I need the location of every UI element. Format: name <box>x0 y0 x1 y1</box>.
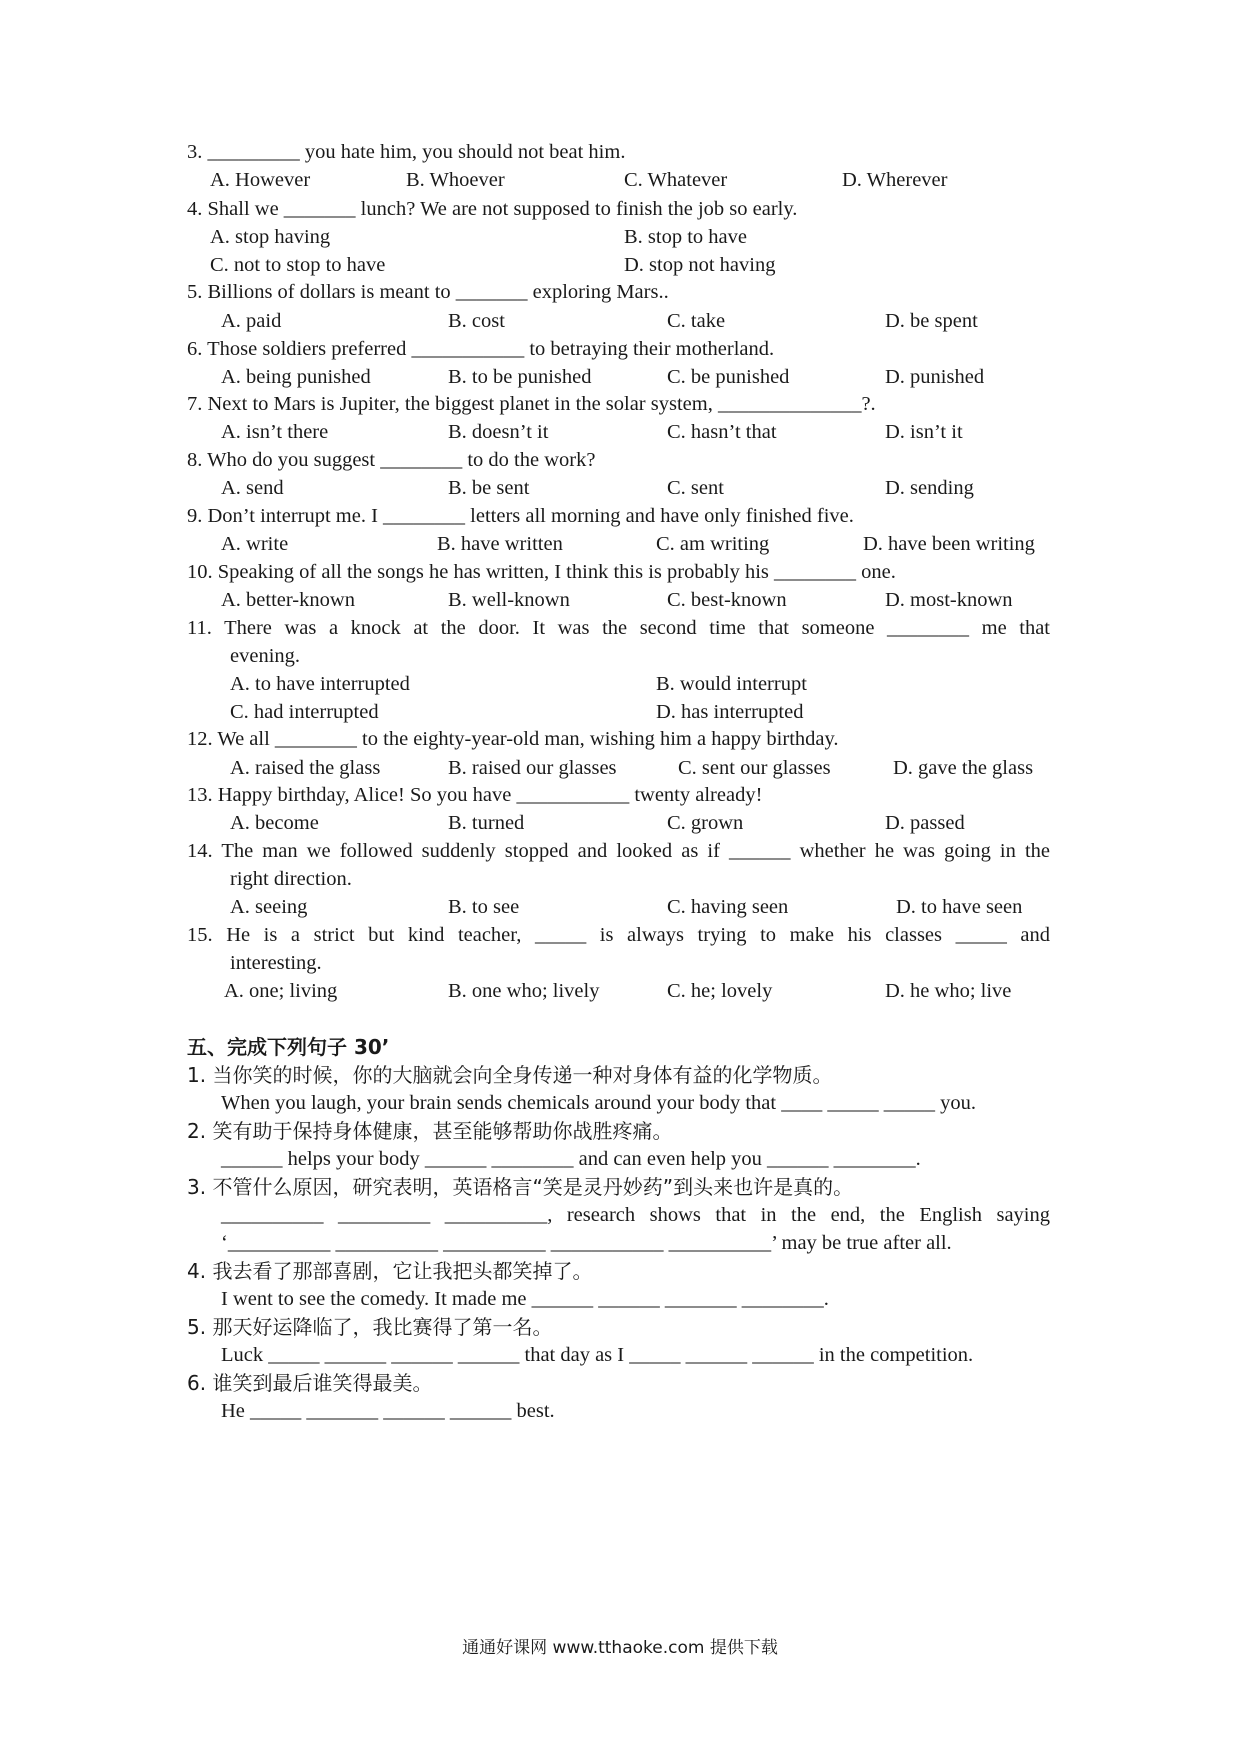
q13-option-d: D. passed <box>885 812 965 834</box>
question-14-stem: 14. The man we followed suddenly stopped and looked as if ______ whether he was going in the <box>187 840 1050 862</box>
q10-option-c: C. best-known <box>667 589 787 611</box>
q7-option-b: B. doesn’t it <box>448 421 549 443</box>
q15-option-b: B. one who; lively <box>448 980 600 1002</box>
section5-item-1-chinese: 1. 当你笑的时候，你的大脑就会向全身传递一种对身体有益的化学物质。 <box>187 1063 833 1087</box>
section5-item-5-english: Luck _____ ______ ______ ______ that day as I _____ ______ ______ in the competition. <box>221 1344 974 1366</box>
section5-item-6-chinese: 6. 谁笑到最后谁笑得最美。 <box>187 1371 433 1395</box>
q15-option-c: C. he; lovely <box>667 980 773 1002</box>
q12-option-d: D. gave the glass <box>893 757 1034 779</box>
question-4-stem: 4. Shall we _______ lunch? We are not supposed to finish the job so early. <box>187 198 798 220</box>
q12-option-b: B. raised our glasses <box>448 757 617 779</box>
q8-option-d: D. sending <box>885 477 974 499</box>
q6-option-b: B. to be punished <box>448 366 592 388</box>
question-10-stem: 10. Speaking of all the songs he has written, I think this is probably his ________ one. <box>187 561 896 583</box>
q4-option-b: B. stop to have <box>624 226 747 248</box>
q9-option-b: B. have written <box>437 533 563 555</box>
q5-option-d: D. be spent <box>885 310 978 332</box>
question-12-stem: 12. We all ________ to the eighty-year-old man, wishing him a happy birthday. <box>187 728 839 750</box>
q3-option-c: C. Whatever <box>624 169 728 191</box>
question-14-stem-continued: right direction. <box>230 868 352 890</box>
q13-option-a: A. become <box>230 812 319 834</box>
q9-option-d: D. have been writing <box>863 533 1035 555</box>
q8-option-c: C. sent <box>667 477 724 499</box>
q7-option-a: A. isn’t there <box>221 421 329 443</box>
q6-option-d: D. punished <box>885 366 985 388</box>
q9-option-c: C. am writing <box>656 533 770 555</box>
q4-option-d: D. stop not having <box>624 254 776 276</box>
question-13-stem: 13. Happy birthday, Alice! So you have ___________ twenty already! <box>187 784 763 806</box>
question-15-stem-continued: interesting. <box>230 952 322 974</box>
q13-option-b: B. turned <box>448 812 525 834</box>
section5-item-4-chinese: 4. 我去看了那部喜剧，它让我把头都笑掉了。 <box>187 1259 593 1283</box>
q11-option-b: B. would interrupt <box>656 673 807 695</box>
q14-option-d: D. to have seen <box>896 896 1023 918</box>
q11-option-c: C. had interrupted <box>230 701 379 723</box>
q13-option-c: C. grown <box>667 812 744 834</box>
q5-option-c: C. take <box>667 310 726 332</box>
q3-option-d: D. Wherever <box>842 169 948 191</box>
q5-option-a: A. paid <box>221 310 282 332</box>
q8-option-b: B. be sent <box>448 477 530 499</box>
q7-option-d: D. isn’t it <box>885 421 963 443</box>
q15-option-d: D. he who; live <box>885 980 1012 1002</box>
q12-option-c: C. sent our glasses <box>678 757 831 779</box>
q15-option-a: A. one; living <box>224 980 338 1002</box>
q14-option-b: B. to see <box>448 896 520 918</box>
page-footer: 通通好课网 www.tthaoke.com 提供下载 <box>462 1638 778 1658</box>
q4-option-a: A. stop having <box>210 226 331 248</box>
q10-option-a: A. better-known <box>221 589 355 611</box>
q11-option-d: D. has interrupted <box>656 701 804 723</box>
section5-item-3-english-continued: ‘__________ __________ __________ ___________ __________’ may be true after all. <box>221 1232 952 1254</box>
q8-option-a: A. send <box>221 477 284 499</box>
question-3-stem: 3. _________ you hate him, you should not beat him. <box>187 141 626 163</box>
section5-item-6-english: He _____ _______ ______ ______ best. <box>221 1400 555 1422</box>
question-15-stem: 15. He is a strict but kind teacher, _____ is always trying to make his classes _____ and <box>187 924 1050 946</box>
section5-item-3-english: __________ _________ __________, research shows that in the end, the English saying <box>221 1204 1050 1226</box>
q6-option-c: C. be punished <box>667 366 790 388</box>
section5-item-5-chinese: 5. 那天好运降临了，我比赛得了第一名。 <box>187 1315 553 1339</box>
question-8-stem: 8. Who do you suggest ________ to do the work? <box>187 449 596 471</box>
question-5-stem: 5. Billions of dollars is meant to _______ exploring Mars.. <box>187 281 669 303</box>
q11-option-a: A. to have interrupted <box>230 673 410 695</box>
q10-option-d: D. most-known <box>885 589 1013 611</box>
question-6-stem: 6. Those soldiers preferred ___________ to betraying their motherland. <box>187 338 775 360</box>
q14-option-c: C. having seen <box>667 896 789 918</box>
section5-item-2-english: ______ helps your body ______ ________ and can even help you ______ ________. <box>221 1148 921 1170</box>
q5-option-b: B. cost <box>448 310 505 332</box>
q6-option-a: A. being punished <box>221 366 371 388</box>
q7-option-c: C. hasn’t that <box>667 421 777 443</box>
q4-option-c: C. not to stop to have <box>210 254 386 276</box>
section5-item-1-english: When you laugh, your brain sends chemicals around your body that ____ _____ _____ you. <box>221 1092 976 1114</box>
q12-option-a: A. raised the glass <box>230 757 381 779</box>
section5-item-4-english: I went to see the comedy. It made me ______ ______ _______ ________. <box>221 1288 829 1310</box>
q3-option-b: B. Whoever <box>406 169 505 191</box>
q14-option-a: A. seeing <box>230 896 308 918</box>
question-7-stem: 7. Next to Mars is Jupiter, the biggest planet in the solar system, ______________?. <box>187 393 876 415</box>
q9-option-a: A. write <box>221 533 289 555</box>
question-11-stem: 11. There was a knock at the door. It was the second time that someone ________ me that <box>187 617 1050 639</box>
q3-option-a: A. However <box>210 169 311 191</box>
section5-item-2-chinese: 2. 笑有助于保持身体健康，甚至能够帮助你战胜疼痛。 <box>187 1119 673 1143</box>
question-9-stem: 9. Don’t interrupt me. I ________ letters all morning and have only finished five. <box>187 505 854 527</box>
section-5-heading: 五、完成下列句子 30’ <box>187 1035 390 1059</box>
question-11-stem-continued: evening. <box>230 645 301 667</box>
q10-option-b: B. well-known <box>448 589 570 611</box>
section5-item-3-chinese: 3. 不管什么原因，研究表明，英语格言“笑是灵丹妙药”到头来也许是真的。 <box>187 1175 854 1199</box>
